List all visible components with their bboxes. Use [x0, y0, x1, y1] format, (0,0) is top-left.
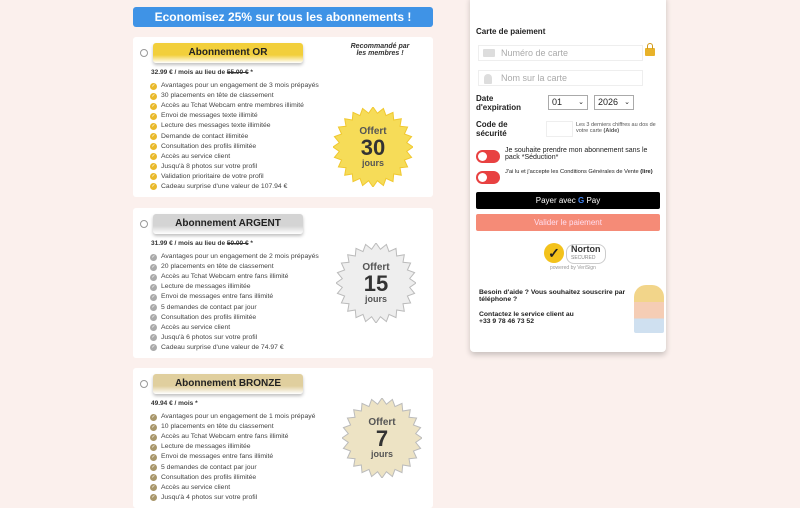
feature-text: Lecture des messages texte illimitée: [161, 122, 271, 130]
chevron-down-icon: ⌄: [624, 99, 630, 106]
check-icon: ✓: [151, 273, 156, 280]
card-number-placeholder: Numéro de carte: [501, 48, 569, 58]
offer-badge: [333, 107, 413, 187]
feature-text: 30 placements en tête de classement: [161, 92, 274, 100]
offer-badge: [336, 243, 416, 323]
feature-item: [150, 172, 319, 182]
recommended-label: Recommandé par les membres !: [350, 43, 410, 57]
plan-card[interactable]: [133, 37, 433, 197]
card-icon: [483, 49, 495, 57]
price-asterisk: *: [248, 69, 253, 76]
plan-price: [151, 240, 253, 247]
feature-text: Accès au Tchat Webcam entre fans illimité: [161, 433, 289, 441]
feature-item: [150, 313, 319, 323]
feature-text: Consultation des profils illimitée: [161, 473, 257, 481]
feature-text: Envoi de messages texte illimité: [161, 112, 258, 120]
feature-text: Lecture de messages illimitée: [161, 443, 251, 451]
lock-icon: [645, 48, 655, 56]
badge-jours: jours: [361, 157, 384, 168]
no-seduction-label: Je souhaite prendre mon abonnement sans le pack *Séduction*: [505, 147, 648, 161]
check-icon: ✓: [151, 183, 156, 190]
feature-item: [150, 292, 319, 302]
feature-text: Accès au Tchat Webcam entre membres illimité: [161, 102, 304, 110]
badge-offert: Offert: [362, 261, 390, 273]
feature-text: Envoi de messages entre fans illimité: [161, 293, 274, 301]
feature-text: Cadeau surprise d'une valeur de 74.97 €: [161, 343, 284, 351]
check-icon: ✓: [151, 92, 156, 99]
discount-banner: Economisez 25% sur tous les abonnements !: [133, 7, 433, 27]
phone-number[interactable]: +33 9 78 46 73 52: [479, 318, 534, 325]
checkmark-icon: ✓: [544, 243, 564, 263]
feature-item: [150, 81, 319, 91]
user-icon: [484, 74, 492, 84]
feature-text: Validation prioritaire de votre profil: [161, 172, 264, 180]
old-price: 50.00 €: [226, 240, 249, 247]
help-contact-text: Contactez le service client au: [479, 311, 574, 318]
feature-item: [150, 182, 319, 192]
plan-card[interactable]: [133, 368, 433, 508]
plan-price: [151, 400, 198, 407]
feature-text: Consultation des profils illimitée: [161, 142, 257, 150]
card-name-input[interactable]: [478, 70, 643, 86]
plan-card[interactable]: [133, 208, 433, 358]
feature-item: [150, 262, 319, 272]
check-icon: ✓: [151, 112, 156, 119]
check-icon: ✓: [151, 344, 156, 351]
feature-item: [150, 91, 319, 101]
feature-item: [150, 432, 315, 442]
expiry-month-select[interactable]: [548, 95, 588, 110]
check-icon: ✓: [151, 173, 156, 180]
feature-item: [150, 473, 315, 483]
feature-text: Avantages pour un engagement de 1 mois prépayé: [161, 413, 316, 421]
google-pay-button[interactable]: [476, 192, 660, 209]
check-icon: ✓: [151, 484, 156, 491]
feature-text: Consultation des profils illimitée: [161, 313, 257, 321]
badge-offert: Offert: [359, 125, 387, 137]
support-agent-avatar: [634, 285, 664, 333]
badge-days-number: 30: [360, 134, 386, 160]
feature-text: Jusqu'à 4 photos sur votre profil: [161, 493, 258, 501]
price-asterisk: *: [248, 240, 253, 247]
plan-radio[interactable]: [140, 49, 148, 57]
validate-payment-button[interactable]: Valider le paiement: [476, 214, 660, 231]
check-icon: ✓: [151, 494, 156, 501]
check-icon: ✓: [151, 334, 156, 341]
payment-heading: Carte de paiement: [476, 27, 546, 36]
feature-item: [150, 412, 315, 422]
feature-text: Envoi de messages entre fans illimité: [161, 453, 274, 461]
cvv-input[interactable]: [546, 121, 573, 137]
plan-title: Abonnement BRONZE: [153, 374, 303, 394]
plan-radio[interactable]: [140, 220, 148, 228]
gpay-brand: Pay: [586, 196, 601, 205]
feature-item: [150, 333, 319, 343]
feature-item: [150, 121, 319, 131]
month-value: 01: [552, 97, 563, 107]
feature-text: Cadeau surprise d'une valeur de 107.94 €: [161, 182, 288, 190]
badge-days-number: 15: [363, 270, 389, 296]
check-icon: ✓: [151, 82, 156, 89]
feature-text: Lecture de messages illimitée: [161, 283, 251, 291]
feature-list: [150, 81, 319, 192]
badge-offert: Offert: [368, 416, 396, 428]
help-question: Besoin d'aide ? Vous souhaitez souscrire par téléphone ?: [479, 289, 626, 303]
check-icon: ✓: [151, 474, 156, 481]
feature-list: [150, 412, 315, 503]
feature-item: [150, 142, 319, 152]
feature-text: Accès au service client: [161, 323, 231, 331]
secured-text: SECURED: [571, 255, 596, 261]
check-icon: ✓: [151, 102, 156, 109]
cgv-link[interactable]: (lire): [640, 169, 653, 175]
expiry-label: Date d'expiration: [476, 94, 522, 112]
check-icon: ✓: [151, 133, 156, 140]
price-asterisk: *: [193, 400, 198, 407]
plan-radio[interactable]: [140, 380, 148, 388]
card-name-placeholder: Nom sur la carte: [501, 73, 568, 83]
feature-text: 5 demandes de contact par jour: [161, 303, 257, 311]
feature-text: Accès au service client: [161, 483, 231, 491]
feature-item: [150, 111, 319, 121]
feature-item: [150, 272, 319, 282]
check-icon: ✓: [151, 413, 156, 420]
feature-item: [150, 483, 315, 493]
badge-jours: jours: [364, 293, 387, 304]
check-icon: ✓: [151, 143, 156, 150]
check-icon: ✓: [151, 314, 156, 321]
norton-text: Norton: [571, 244, 601, 254]
feature-item: [150, 162, 319, 172]
payment-panel: [470, 0, 666, 352]
cvv-help: [576, 122, 664, 134]
feature-item: [150, 323, 319, 333]
check-icon: ✓: [151, 423, 156, 430]
cgv-text: J'ai lu et j'accepte les Conditions Générales de Vente: [505, 169, 641, 175]
old-price: 55.00 €: [226, 69, 249, 76]
feature-text: 20 placements en tête de classement: [161, 263, 274, 271]
price-text: 31.99 € / mois au lieu de: [151, 240, 227, 247]
feature-item: [150, 302, 319, 312]
card-number-input[interactable]: [478, 45, 643, 61]
feature-item: [150, 493, 315, 503]
feature-item: [150, 343, 319, 353]
plan-title: Abonnement OR: [153, 43, 303, 63]
gpay-label: Payer avec: [535, 196, 578, 205]
feature-text: Avantages pour un engagement de 3 mois prépayés: [161, 82, 319, 90]
plan-price: [151, 69, 253, 76]
check-icon: ✓: [151, 324, 156, 331]
check-icon: ✓: [151, 163, 156, 170]
check-icon: ✓: [151, 293, 156, 300]
norton-secured-logo: [544, 243, 608, 275]
feature-text: Jusqu'à 8 photos sur votre profil: [161, 162, 258, 170]
feature-item: [150, 252, 319, 262]
help-contact: [479, 311, 599, 325]
feature-item: [150, 422, 315, 432]
check-icon: ✓: [151, 453, 156, 460]
feature-text: 10 placements en tête du classement: [161, 423, 274, 431]
check-icon: ✓: [151, 253, 156, 260]
check-icon: ✓: [151, 283, 156, 290]
check-icon: ✓: [151, 464, 156, 471]
feature-text: 5 demandes de contact par jour: [161, 463, 257, 471]
norton-brand: [566, 244, 606, 264]
price-text: 49.94 € / mois: [151, 400, 194, 407]
cvv-help-link[interactable]: (Aide): [603, 128, 620, 134]
cgv-toggle[interactable]: [476, 171, 500, 184]
expiry-year-select[interactable]: [594, 95, 634, 110]
plan-title: Abonnement ARGENT: [153, 214, 303, 234]
cvv-label: Code de sécurité: [476, 120, 508, 138]
year-value: 2026: [598, 97, 619, 107]
feature-item: [150, 452, 315, 462]
check-icon: ✓: [151, 153, 156, 160]
offer-badge: [342, 398, 422, 478]
check-icon: ✓: [151, 433, 156, 440]
feature-item: [150, 282, 319, 292]
chevron-down-icon: ⌄: [578, 99, 584, 106]
price-text: 32.99 € / mois au lieu de: [151, 69, 227, 76]
badge-days-number: 7: [375, 425, 389, 451]
check-icon: ✓: [151, 263, 156, 270]
feature-text: Avantages pour un engagement de 2 mois prépayés: [161, 253, 319, 261]
verisign-text: powered by VeriSign: [550, 265, 596, 271]
feature-item: [150, 462, 315, 472]
feature-text: Jusqu'à 6 photos sur votre profil: [161, 333, 258, 341]
feature-item: [150, 442, 315, 452]
feature-item: [150, 101, 319, 111]
no-seduction-toggle[interactable]: [476, 150, 500, 163]
cvv-help-text: Les 3 derniers chiffres au dos de votre carte: [576, 122, 656, 134]
feature-text: Accès au Tchat Webcam entre fans illimité: [161, 273, 289, 281]
feature-item: [150, 152, 319, 162]
google-g-icon: G: [577, 196, 585, 205]
feature-text: Accès au service client: [161, 152, 231, 160]
check-icon: ✓: [151, 443, 156, 450]
feature-text: Demande de contact illimitée: [161, 132, 249, 140]
check-icon: ✓: [151, 122, 156, 129]
check-icon: ✓: [151, 304, 156, 311]
cgv-label: [505, 169, 655, 175]
feature-list: [150, 252, 319, 353]
feature-item: [150, 131, 319, 141]
badge-jours: jours: [370, 448, 393, 459]
